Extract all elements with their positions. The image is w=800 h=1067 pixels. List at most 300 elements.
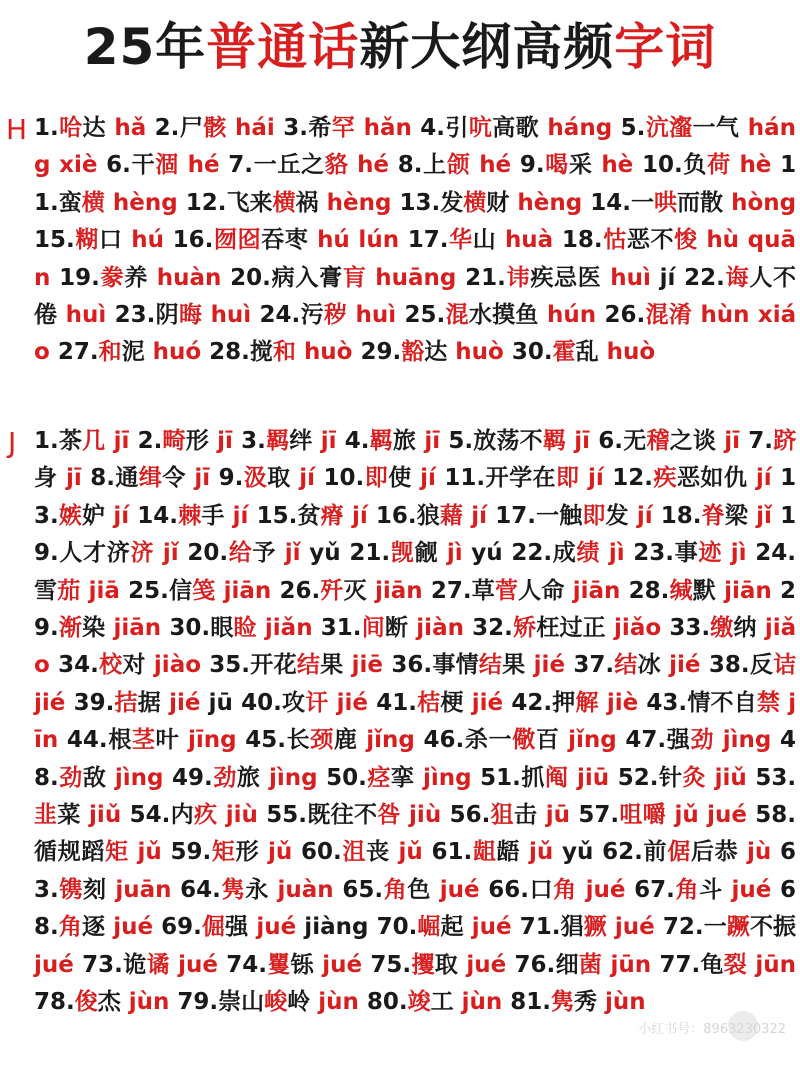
entry-pinyin: hé	[357, 152, 390, 179]
entry-text: 挛	[390, 764, 415, 791]
entry-text: 永	[245, 876, 269, 903]
entry	[625, 727, 771, 753]
entry-text: 果	[320, 652, 344, 679]
entry-target-char: 貉	[324, 152, 349, 179]
entry-pinyin: jiān	[374, 577, 423, 604]
entry-text: 既往不	[306, 802, 378, 829]
entry	[432, 839, 594, 865]
entry-pinyin: jiān	[223, 577, 272, 604]
entry-pinyin: hǎ	[114, 115, 147, 141]
entry-pinyin: jū	[545, 802, 570, 829]
entry-pinyin: jǐng	[568, 727, 617, 754]
entry-pinyin: jiǎn	[264, 615, 313, 642]
entry-pinyin: jí	[299, 465, 316, 492]
entry-text: 叶	[155, 727, 180, 754]
entry-target-char: 结	[478, 652, 503, 679]
entry-target-char: 汲	[243, 465, 268, 492]
entry-text: 无	[623, 428, 647, 454]
entry-pinyin: jí	[113, 502, 130, 529]
entry-target-char: 藉	[439, 502, 464, 529]
entry-number: 21.	[349, 540, 391, 567]
entry-target-char: 迹	[698, 540, 723, 567]
entry-text: 水摸鱼	[468, 302, 539, 329]
entry-number: 66.	[488, 876, 529, 903]
entry-pinyin: jùn	[605, 989, 646, 1016]
entry-pinyin: jiǔ	[89, 802, 122, 829]
entry-target-char: 几	[82, 428, 106, 454]
entry-pinyin: jué	[731, 876, 772, 903]
entry-text: 而散	[677, 189, 724, 216]
entry	[137, 503, 248, 529]
entry-text: 击	[514, 802, 538, 829]
entry-text: 眼	[210, 615, 234, 642]
entry-target-char: 拮	[114, 689, 138, 716]
entry-text: 一丘之	[253, 152, 325, 179]
entry-target-char: 即	[582, 502, 606, 529]
entry-pinyin: jí	[232, 502, 249, 529]
entry-number: 20.	[230, 264, 271, 291]
entry-text: 形	[185, 428, 209, 454]
entry-target-char: 怙	[602, 227, 627, 254]
entry-number: 12.	[612, 465, 653, 492]
entry-number: 14.	[137, 502, 179, 529]
entry-pinyin: jué	[322, 951, 363, 978]
entry-target-char: 和	[98, 339, 122, 366]
entry-text: 长	[285, 727, 311, 754]
entry	[58, 339, 201, 365]
entry-text: 达	[82, 115, 106, 141]
entry-target-char: 痉	[366, 764, 391, 791]
entry-number: 9.	[519, 152, 545, 179]
entry-text: 循规蹈	[34, 839, 106, 866]
entry	[170, 839, 292, 865]
entry-target-char: 糊	[74, 227, 99, 254]
entry-number: 72.	[662, 914, 704, 941]
entry	[423, 727, 616, 753]
entry-pinyin: jī	[724, 428, 741, 454]
entry	[155, 115, 275, 141]
entry-target-char: 阄	[544, 764, 569, 791]
entry-text: 根	[107, 727, 132, 754]
entry	[448, 428, 590, 454]
entry-number: 32.	[472, 615, 513, 642]
entry	[321, 615, 464, 641]
entry-text: 阴	[155, 302, 179, 329]
entry-number: 41.	[376, 689, 417, 716]
page-title	[0, 16, 800, 78]
entry	[266, 802, 441, 828]
entry	[219, 465, 315, 491]
entry-target-char: 灸	[682, 764, 707, 791]
entry-target-char: 矩	[105, 839, 129, 866]
entry-pinyin: hún	[547, 302, 597, 329]
entry-target-char: 劲	[690, 727, 715, 754]
entry	[590, 190, 796, 216]
entry-text: 旅	[392, 428, 417, 454]
entry-target-char: 镌	[58, 876, 84, 903]
entry-text: 信	[168, 577, 193, 604]
entry-number: 5.	[448, 428, 474, 454]
entry-number: 12.	[185, 189, 227, 216]
entry	[67, 727, 237, 753]
entry-target-char: 歼	[320, 577, 344, 604]
entry-text: 纳	[733, 615, 757, 642]
entry	[404, 302, 596, 328]
entry-number: 26.	[604, 302, 646, 329]
entry-text: 贫	[297, 502, 321, 529]
entry	[510, 989, 645, 1015]
entry-text: 蛮	[58, 189, 82, 216]
entry-text: 斗	[699, 876, 723, 903]
entry-number: 28.	[209, 339, 250, 366]
entry-pinyin: jué	[471, 914, 512, 941]
entry	[34, 115, 146, 141]
entry-number: 35.	[209, 652, 251, 679]
entry-target-char: 缄	[669, 577, 693, 604]
watermark: 小红书号：8963230322	[638, 1022, 786, 1037]
entry	[106, 152, 219, 178]
entry	[187, 540, 340, 566]
entry-number: 45.	[245, 727, 286, 754]
entry-target-char: 矍	[267, 951, 291, 978]
entry-text: 崇山	[218, 989, 265, 1016]
entry-pinyin: hái	[235, 115, 275, 141]
entry	[512, 339, 655, 365]
entry	[82, 952, 218, 978]
entry-number: 78.	[34, 989, 75, 1016]
entry-number: 36.	[391, 652, 433, 679]
entry-number: 6.	[598, 428, 624, 454]
entry-text: 使	[388, 465, 412, 492]
entry-pinyin: jiā	[88, 577, 120, 604]
entry-text: 草	[471, 577, 495, 604]
entry-target-char: 晦	[178, 302, 203, 329]
entry-pinyin: jǔ	[398, 839, 423, 866]
entry-target-char: 睑	[233, 615, 257, 642]
entry	[465, 265, 675, 291]
entry-target-char: 间	[361, 615, 385, 642]
entry-text: 起	[440, 914, 464, 941]
entry-pinyin: jī	[574, 428, 591, 454]
entry-target-char: 肓	[342, 264, 367, 291]
entry	[391, 652, 565, 678]
entry-text: 岭	[287, 989, 311, 1016]
entry-number: 40.	[241, 689, 282, 716]
entry-number: 7.	[228, 152, 254, 179]
entry-pinyin: jiān	[113, 615, 162, 642]
entry-target-char: 涸	[155, 152, 179, 179]
entry-number: 54.	[129, 802, 171, 829]
entry-text: 事情	[432, 652, 479, 679]
entry-number: 3.	[241, 428, 266, 454]
entry-number: 4.	[420, 115, 446, 141]
entry-number: 17.	[407, 227, 449, 254]
entry-target-char: 羁	[265, 428, 290, 454]
entry-text: 对	[122, 652, 146, 679]
entry-pinyin: yú	[462, 540, 503, 567]
entry-pinyin: jiē	[351, 652, 384, 679]
entry	[598, 428, 740, 454]
entry-text: 秀	[574, 989, 598, 1016]
entry-text: 人不倦	[34, 264, 797, 329]
entry-pinyin: jiū	[577, 764, 610, 791]
entry-target-char: 给	[228, 540, 253, 567]
entry-target-char: 吭	[468, 115, 493, 141]
entry-target-char: 咀嚼	[619, 802, 667, 829]
entry-target-char: 羁	[542, 428, 567, 454]
entry	[34, 989, 169, 1015]
entry-target-char: 豢	[99, 264, 125, 291]
entry-target-char: 颌	[446, 152, 471, 179]
entry-target-char: 攫	[411, 951, 435, 978]
entry-text: 口	[528, 876, 554, 903]
entry-pinyin: huò	[455, 339, 504, 366]
entry	[629, 578, 772, 604]
entry-pinyin: jué	[585, 876, 626, 903]
entry-pinyin: jū	[200, 689, 233, 716]
entry-number: 48.	[34, 727, 797, 791]
entry-number: 24.	[755, 540, 796, 567]
entry-target-char: 济	[130, 540, 155, 567]
entry-target-char: 茎	[131, 727, 156, 754]
entry-pinyin: jǐ	[162, 540, 179, 567]
entry-text: 病入膏	[270, 264, 343, 291]
entry-number: 10.	[641, 152, 683, 179]
entry	[228, 152, 389, 178]
entry-text: 一	[630, 189, 654, 216]
entry-number: 22.	[511, 540, 553, 567]
title-part: 25年	[83, 18, 207, 76]
entry-target-char: 跻	[773, 428, 797, 454]
entry-number: 76.	[514, 951, 556, 978]
entry-text: 之谈	[669, 428, 717, 454]
entry-number: 49.	[172, 764, 213, 791]
entry-target-char: 蹶	[726, 914, 750, 941]
entry	[612, 465, 771, 491]
entry-text: 攻	[281, 689, 306, 716]
entry-number: 57.	[578, 802, 620, 829]
entry-target-char: 豁	[401, 339, 425, 366]
entry-number: 11.	[444, 465, 486, 492]
entry-number: 29.	[360, 339, 402, 366]
entry	[602, 839, 771, 865]
entry	[511, 690, 638, 716]
entry	[520, 914, 655, 940]
entry	[241, 428, 336, 454]
entry	[634, 877, 771, 903]
entry-target-char: 倔	[201, 914, 226, 941]
entry-number: 52.	[617, 764, 659, 791]
entry-number: 38.	[708, 652, 750, 679]
entry-text: 反	[749, 652, 774, 679]
entry-pinyin: jǐ	[284, 540, 301, 567]
entry-pinyin: jié	[471, 689, 504, 716]
entry-text: 冰	[637, 652, 661, 679]
entry-target-char: 韭	[34, 802, 58, 829]
entry-pinyin: jùn	[128, 989, 170, 1016]
entry	[115, 302, 252, 328]
entry-pinyin: jué	[34, 951, 74, 978]
entry-target-char: 诲	[724, 264, 750, 291]
entry	[279, 578, 422, 604]
entry-number: 60.	[300, 839, 342, 866]
entry-pinyin: jué	[178, 951, 218, 978]
entry-target-char: 结	[614, 652, 638, 679]
entry-number: 1.	[34, 428, 59, 454]
entry-pinyin: jiān	[572, 577, 621, 604]
entry-pinyin: jù	[747, 839, 772, 866]
entry-pinyin: jí	[471, 502, 488, 529]
entry-number: 30.	[511, 339, 553, 366]
entry-target-char: 华	[448, 227, 473, 254]
entry-pinyin: jí	[351, 502, 368, 529]
entry-number: 18.	[561, 227, 603, 254]
entry-target-char: 罕	[331, 115, 356, 141]
entry-pinyin: jiàn	[416, 615, 464, 642]
entry-pinyin: hèng	[517, 189, 583, 216]
entry	[59, 265, 221, 291]
entry-text: 疾忌医	[530, 264, 602, 291]
entry-text: 身	[34, 465, 58, 492]
entry-target-char: 霍	[552, 339, 576, 366]
entry-number: 20.	[187, 540, 229, 567]
entry-pinyin: jūn	[755, 951, 797, 978]
entry	[633, 540, 746, 566]
entry-number: 16.	[375, 502, 417, 529]
entry-target-char: 矩	[211, 839, 236, 866]
entry-pinyin: juān	[115, 876, 172, 903]
entry-target-char: 校	[98, 652, 123, 679]
title-part: 字词	[614, 18, 717, 76]
entry-text: 抓	[520, 764, 545, 791]
entry-pinyin: hè	[601, 152, 634, 179]
entry-pinyin: huì	[65, 302, 107, 329]
entry-target-char: 嫉	[58, 502, 83, 529]
entry	[209, 339, 352, 365]
entry-pinyin: jùn	[461, 989, 503, 1016]
entry-number: 58.	[755, 802, 797, 829]
entry-pinyin: jìng	[422, 764, 472, 791]
entry-number: 23.	[633, 540, 675, 567]
entry-target-char: 隽	[220, 876, 246, 903]
entry	[58, 652, 201, 678]
entry-text: 高歌	[492, 115, 540, 141]
entry-text: 丧	[366, 839, 390, 866]
entry-text: 杀一	[464, 727, 513, 754]
section-marker-j: J	[8, 426, 17, 459]
entry-text: 内	[170, 802, 194, 829]
entry-pinyin: jǐ	[756, 502, 772, 529]
entry-text: 果	[502, 652, 526, 679]
entry-number: 77.	[659, 951, 701, 978]
entry-target-char: 绩	[576, 540, 601, 567]
entry-text: 负	[682, 152, 708, 179]
entry-pinyin: jiù	[409, 802, 442, 829]
entry-text: 针	[658, 764, 683, 791]
entry-target-char: 崛	[417, 914, 441, 941]
entry-target-char: 劲	[58, 764, 83, 791]
entry-number: 62.	[602, 839, 643, 866]
entry-text: 雪	[34, 577, 58, 604]
entry-text: 财	[486, 189, 510, 216]
entry-text: 成	[552, 540, 577, 567]
entry-number: 51.	[480, 764, 521, 791]
entry	[495, 503, 652, 529]
entry-text: 山	[472, 227, 497, 254]
entry-pinyin: jùn	[318, 989, 359, 1016]
entry-pinyin: hèng	[326, 189, 392, 216]
entry-text: 发	[605, 502, 629, 529]
entry-text: 飞来	[226, 189, 273, 216]
entry-text: 刻	[83, 876, 107, 903]
entry-number: 19.	[59, 264, 100, 291]
entry-target-char: 沆瀣	[645, 115, 693, 141]
entry-number: 43.	[646, 689, 688, 716]
entry-pinyin: háng xiè	[34, 115, 796, 179]
entry-text: 一气	[692, 115, 740, 141]
entry	[444, 465, 603, 491]
entry	[642, 152, 771, 178]
entry-number: 37.	[573, 652, 615, 679]
entry	[361, 339, 504, 365]
entry-pinyin: jīn	[34, 689, 797, 754]
entry-number: 17.	[495, 502, 536, 529]
entry-target-char: 讦	[305, 689, 329, 716]
entry-pinyin: jǔ jué	[674, 802, 747, 829]
entry-text: 强	[666, 727, 691, 754]
entry	[618, 765, 747, 791]
entry-number: 4.	[344, 428, 370, 454]
entry-text: 百	[535, 727, 560, 754]
entry-target-char: 倨	[667, 839, 691, 866]
entry-text: 祸	[295, 189, 319, 216]
entry-text: 采	[568, 152, 593, 179]
entry-target-char: 儆	[512, 727, 536, 754]
entry	[376, 690, 503, 716]
entry-target-char: 渐	[58, 615, 83, 642]
entry-number: 65.	[342, 876, 384, 903]
entry-text: 达	[424, 339, 448, 366]
entry-pinyin: jié	[336, 689, 369, 716]
entry-pinyin: hú	[131, 227, 164, 254]
entry-pinyin: jī	[194, 465, 211, 492]
entry-pinyin: jí	[587, 465, 604, 492]
entry-target-char: 谲	[146, 951, 170, 978]
entry	[260, 302, 397, 328]
entry-number: 74.	[226, 951, 268, 978]
entry-text: 手	[201, 502, 225, 529]
entry-text: 开花	[250, 652, 297, 679]
entry-target-char: 畸	[162, 428, 186, 454]
entry-pinyin: hù quān	[34, 227, 797, 291]
entry	[74, 690, 233, 716]
entry-text: 开学在	[485, 465, 557, 492]
entry-number: 15.	[256, 502, 298, 529]
entry-number: 39.	[73, 689, 115, 716]
entry	[186, 190, 392, 216]
entry-number: 5.	[620, 115, 646, 141]
entry-target-char: 羁	[369, 428, 393, 454]
entry-pinyin: jí	[650, 264, 676, 291]
entry	[161, 914, 368, 940]
entry-text: 恶如仇	[676, 465, 748, 492]
entry-number: 63.	[34, 839, 797, 903]
entry-number: 13.	[34, 465, 797, 529]
entry-text: 龉	[496, 839, 521, 866]
entry-pinyin: jié	[533, 652, 566, 679]
entry-text: 旅	[236, 764, 261, 791]
entry-number: 59.	[170, 839, 212, 866]
